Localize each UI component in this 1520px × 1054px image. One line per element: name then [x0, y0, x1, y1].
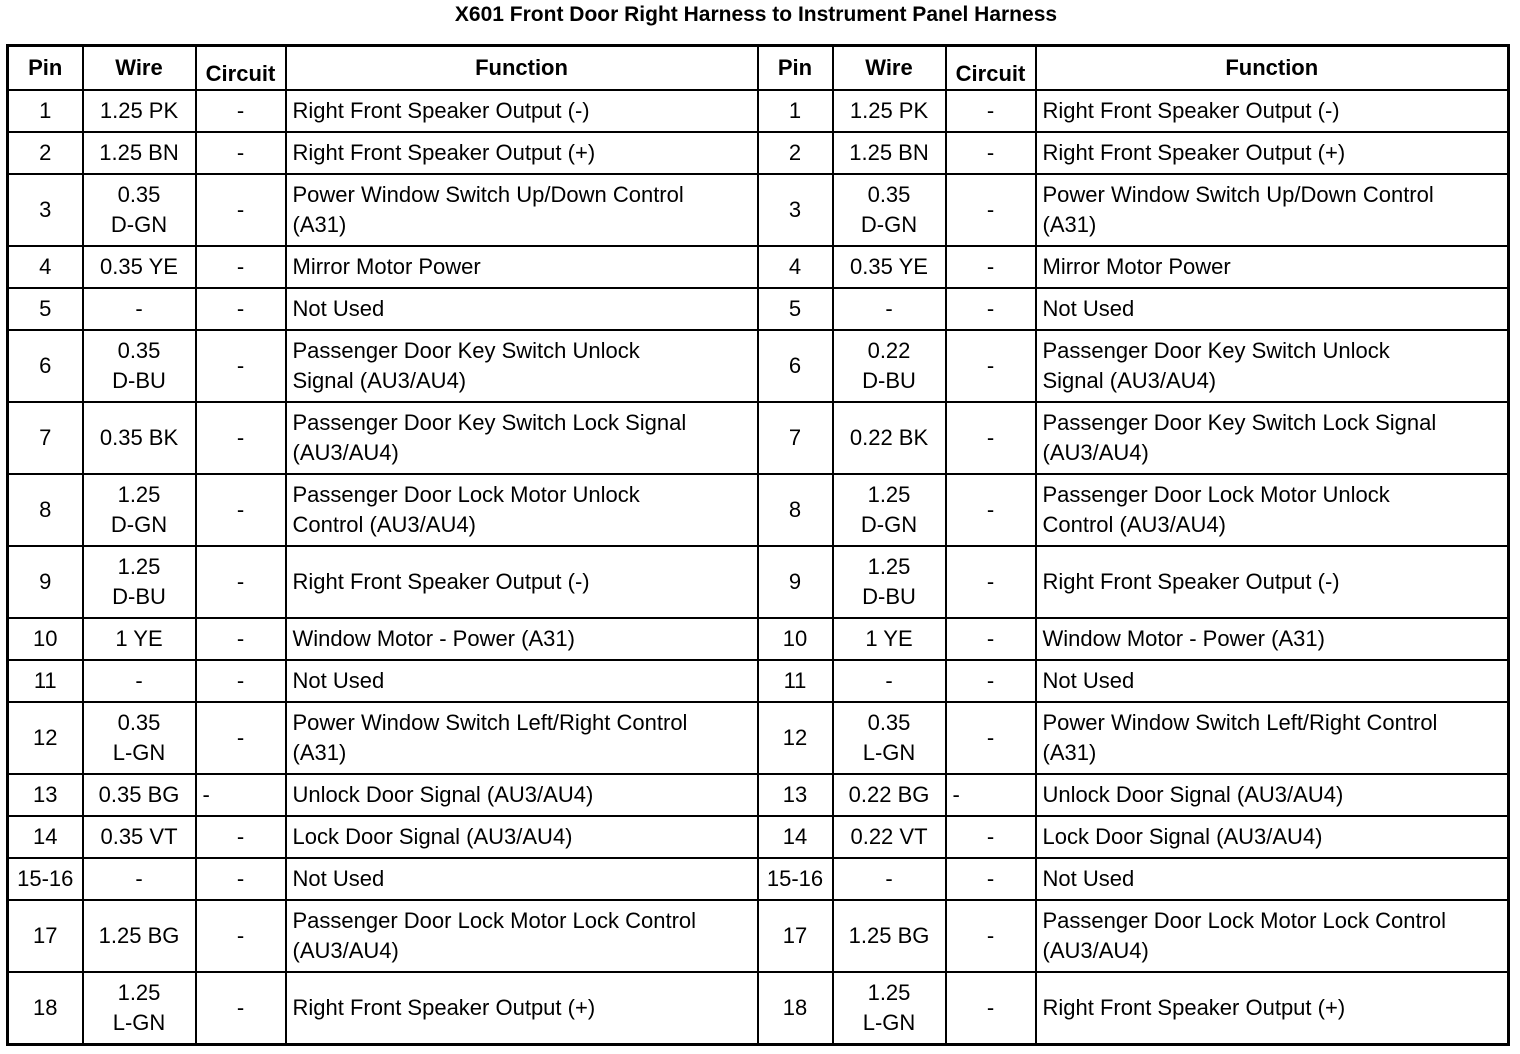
left-function-cell: Passenger Door Lock Motor Unlock Control (AU3/AU4)	[286, 474, 758, 546]
table-row	[8, 816, 1509, 858]
table-body	[8, 90, 1509, 1045]
right-circuit-cell: -	[946, 972, 1036, 1045]
table-row	[8, 546, 1509, 618]
left-pin-cell: 8	[8, 474, 83, 546]
table-row	[8, 774, 1509, 816]
right-function-cell: Power Window Switch Up/Down Control (A31)	[1036, 174, 1509, 246]
left-circuit-cell: -	[196, 132, 286, 174]
left-wire-cell: 0.35 VT	[83, 816, 196, 858]
right-wire-cell: 0.35 L-GN	[833, 702, 946, 774]
left-function-cell: Not Used	[286, 660, 758, 702]
right-circuit-cell: -	[946, 774, 1036, 816]
header-row	[8, 46, 1509, 91]
right-function-cell: Passenger Door Lock Motor Lock Control (AU3/AU4)	[1036, 900, 1509, 972]
right-pin-cell: 11	[758, 660, 833, 702]
table-row	[8, 174, 1509, 246]
left-wire-cell: 1.25 PK	[83, 90, 196, 132]
right-circuit-cell: -	[946, 330, 1036, 402]
left-pin-cell: 5	[8, 288, 83, 330]
left-circuit-cell: -	[196, 900, 286, 972]
left-circuit-cell: -	[196, 972, 286, 1045]
column-header-pin: Pin	[758, 46, 833, 91]
left-pin-cell: 10	[8, 618, 83, 660]
right-function-cell: Not Used	[1036, 288, 1509, 330]
left-pin-cell: 3	[8, 174, 83, 246]
right-pin-cell: 13	[758, 774, 833, 816]
left-circuit-cell: -	[196, 402, 286, 474]
left-wire-cell: 1.25 D-BU	[83, 546, 196, 618]
left-function-cell: Lock Door Signal (AU3/AU4)	[286, 816, 758, 858]
column-header-pin: Pin	[8, 46, 83, 91]
left-wire-cell: 0.35 L-GN	[83, 702, 196, 774]
right-pin-cell: 7	[758, 402, 833, 474]
left-function-cell: Right Front Speaker Output (+)	[286, 132, 758, 174]
left-wire-cell: 1.25 L-GN	[83, 972, 196, 1045]
right-pin-cell: 6	[758, 330, 833, 402]
column-header-circuit: Circuit	[946, 46, 1036, 91]
left-circuit-cell: -	[196, 90, 286, 132]
left-pin-cell: 7	[8, 402, 83, 474]
table-row	[8, 858, 1509, 900]
right-pin-cell: 17	[758, 900, 833, 972]
left-function-cell: Not Used	[286, 288, 758, 330]
right-wire-cell: 0.35 D-GN	[833, 174, 946, 246]
column-header-wire: Wire	[833, 46, 946, 91]
right-function-cell: Passenger Door Lock Motor Unlock Control (AU3/AU4)	[1036, 474, 1509, 546]
table-row	[8, 330, 1509, 402]
right-circuit-cell: -	[946, 816, 1036, 858]
right-function-cell: Not Used	[1036, 660, 1509, 702]
left-function-cell: Power Window Switch Up/Down Control (A31)	[286, 174, 758, 246]
table-row	[8, 288, 1509, 330]
right-circuit-cell: -	[946, 288, 1036, 330]
table-row	[8, 702, 1509, 774]
table-row	[8, 660, 1509, 702]
left-circuit-cell: -	[196, 546, 286, 618]
right-circuit-cell: -	[946, 900, 1036, 972]
right-wire-cell: 1.25 L-GN	[833, 972, 946, 1045]
left-function-cell: Power Window Switch Left/Right Control (A31)	[286, 702, 758, 774]
right-function-cell: Passenger Door Key Switch Lock Signal (AU3/AU4)	[1036, 402, 1509, 474]
left-pin-cell: 14	[8, 816, 83, 858]
table-row	[8, 246, 1509, 288]
left-circuit-cell: -	[196, 702, 286, 774]
left-circuit-cell: -	[196, 774, 286, 816]
right-pin-cell: 3	[758, 174, 833, 246]
right-wire-cell: -	[833, 660, 946, 702]
left-circuit-cell: -	[196, 816, 286, 858]
right-wire-cell: 0.22 VT	[833, 816, 946, 858]
right-wire-cell: 1.25 BG	[833, 900, 946, 972]
table-row	[8, 132, 1509, 174]
left-pin-cell: 12	[8, 702, 83, 774]
right-function-cell: Passenger Door Key Switch Unlock Signal (AU3/AU4)	[1036, 330, 1509, 402]
left-wire-cell: -	[83, 288, 196, 330]
table-row	[8, 618, 1509, 660]
left-circuit-cell: -	[196, 174, 286, 246]
right-circuit-cell: -	[946, 402, 1036, 474]
left-function-cell: Right Front Speaker Output (+)	[286, 972, 758, 1045]
left-wire-cell: 0.35 YE	[83, 246, 196, 288]
left-pin-cell: 15-16	[8, 858, 83, 900]
right-circuit-cell: -	[946, 174, 1036, 246]
left-wire-cell: -	[83, 858, 196, 900]
right-pin-cell: 12	[758, 702, 833, 774]
right-wire-cell: 0.22 D-BU	[833, 330, 946, 402]
left-wire-cell: 0.35 D-BU	[83, 330, 196, 402]
right-pin-cell: 8	[758, 474, 833, 546]
left-function-cell: Mirror Motor Power	[286, 246, 758, 288]
left-pin-cell: 17	[8, 900, 83, 972]
column-header-function: Function	[286, 46, 758, 91]
right-pin-cell: 18	[758, 972, 833, 1045]
left-wire-cell: 1.25 D-GN	[83, 474, 196, 546]
right-function-cell: Right Front Speaker Output (+)	[1036, 972, 1509, 1045]
right-wire-cell: 1 YE	[833, 618, 946, 660]
right-circuit-cell: -	[946, 702, 1036, 774]
left-function-cell: Passenger Door Lock Motor Lock Control (AU3/AU4)	[286, 900, 758, 972]
left-wire-cell: 1 YE	[83, 618, 196, 660]
right-circuit-cell: -	[946, 246, 1036, 288]
right-pin-cell: 14	[758, 816, 833, 858]
right-pin-cell: 5	[758, 288, 833, 330]
right-pin-cell: 4	[758, 246, 833, 288]
left-pin-cell: 2	[8, 132, 83, 174]
left-wire-cell: 0.35 BG	[83, 774, 196, 816]
left-pin-cell: 9	[8, 546, 83, 618]
left-circuit-cell: -	[196, 618, 286, 660]
right-circuit-cell: -	[946, 546, 1036, 618]
left-circuit-cell: -	[196, 474, 286, 546]
left-circuit-cell: -	[196, 288, 286, 330]
right-function-cell: Not Used	[1036, 858, 1509, 900]
left-circuit-cell: -	[196, 330, 286, 402]
left-function-cell: Unlock Door Signal (AU3/AU4)	[286, 774, 758, 816]
left-circuit-cell: -	[196, 246, 286, 288]
right-wire-cell: 1.25 PK	[833, 90, 946, 132]
right-function-cell: Power Window Switch Left/Right Control (A31)	[1036, 702, 1509, 774]
page-title: X601 Front Door Right Harness to Instrument Panel Harness	[454, 3, 1058, 26]
left-function-cell: Window Motor - Power (A31)	[286, 618, 758, 660]
connector-pinout-table	[6, 44, 1510, 1046]
right-circuit-cell: -	[946, 660, 1036, 702]
left-wire-cell: 0.35 D-GN	[83, 174, 196, 246]
right-pin-cell: 10	[758, 618, 833, 660]
left-pin-cell: 11	[8, 660, 83, 702]
column-header-function: Function	[1036, 46, 1509, 91]
right-function-cell: Lock Door Signal (AU3/AU4)	[1036, 816, 1509, 858]
right-pin-cell: 9	[758, 546, 833, 618]
right-wire-cell: -	[833, 288, 946, 330]
left-pin-cell: 13	[8, 774, 83, 816]
column-header-wire: Wire	[83, 46, 196, 91]
left-pin-cell: 1	[8, 90, 83, 132]
right-circuit-cell: -	[946, 90, 1036, 132]
right-function-cell: Unlock Door Signal (AU3/AU4)	[1036, 774, 1509, 816]
right-pin-cell: 15-16	[758, 858, 833, 900]
right-function-cell: Right Front Speaker Output (-)	[1036, 90, 1509, 132]
table-row	[8, 972, 1509, 1045]
left-function-cell: Passenger Door Key Switch Unlock Signal (AU3/AU4)	[286, 330, 758, 402]
left-wire-cell: 1.25 BG	[83, 900, 196, 972]
right-pin-cell: 2	[758, 132, 833, 174]
right-circuit-cell: -	[946, 618, 1036, 660]
right-function-cell: Right Front Speaker Output (-)	[1036, 546, 1509, 618]
column-header-circuit: Circuit	[196, 46, 286, 91]
right-wire-cell: 1.25 BN	[833, 132, 946, 174]
left-wire-cell: 1.25 BN	[83, 132, 196, 174]
right-circuit-cell: -	[946, 474, 1036, 546]
right-wire-cell: 0.35 YE	[833, 246, 946, 288]
left-wire-cell: -	[83, 660, 196, 702]
right-pin-cell: 1	[758, 90, 833, 132]
table-row	[8, 474, 1509, 546]
left-wire-cell: 0.35 BK	[83, 402, 196, 474]
left-function-cell: Right Front Speaker Output (-)	[286, 90, 758, 132]
right-wire-cell: 1.25 D-BU	[833, 546, 946, 618]
left-circuit-cell: -	[196, 858, 286, 900]
left-pin-cell: 6	[8, 330, 83, 402]
right-circuit-cell: -	[946, 858, 1036, 900]
left-function-cell: Right Front Speaker Output (-)	[286, 546, 758, 618]
right-wire-cell: 1.25 D-GN	[833, 474, 946, 546]
table-row	[8, 90, 1509, 132]
left-pin-cell: 18	[8, 972, 83, 1045]
left-circuit-cell: -	[196, 660, 286, 702]
left-pin-cell: 4	[8, 246, 83, 288]
right-wire-cell: 0.22 BK	[833, 402, 946, 474]
right-function-cell: Window Motor - Power (A31)	[1036, 618, 1509, 660]
left-function-cell: Not Used	[286, 858, 758, 900]
right-function-cell: Right Front Speaker Output (+)	[1036, 132, 1509, 174]
right-wire-cell: -	[833, 858, 946, 900]
right-wire-cell: 0.22 BG	[833, 774, 946, 816]
left-function-cell: Passenger Door Key Switch Lock Signal (AU3/AU4)	[286, 402, 758, 474]
right-function-cell: Mirror Motor Power	[1036, 246, 1509, 288]
table-row	[8, 402, 1509, 474]
table-row	[8, 900, 1509, 972]
right-circuit-cell: -	[946, 132, 1036, 174]
